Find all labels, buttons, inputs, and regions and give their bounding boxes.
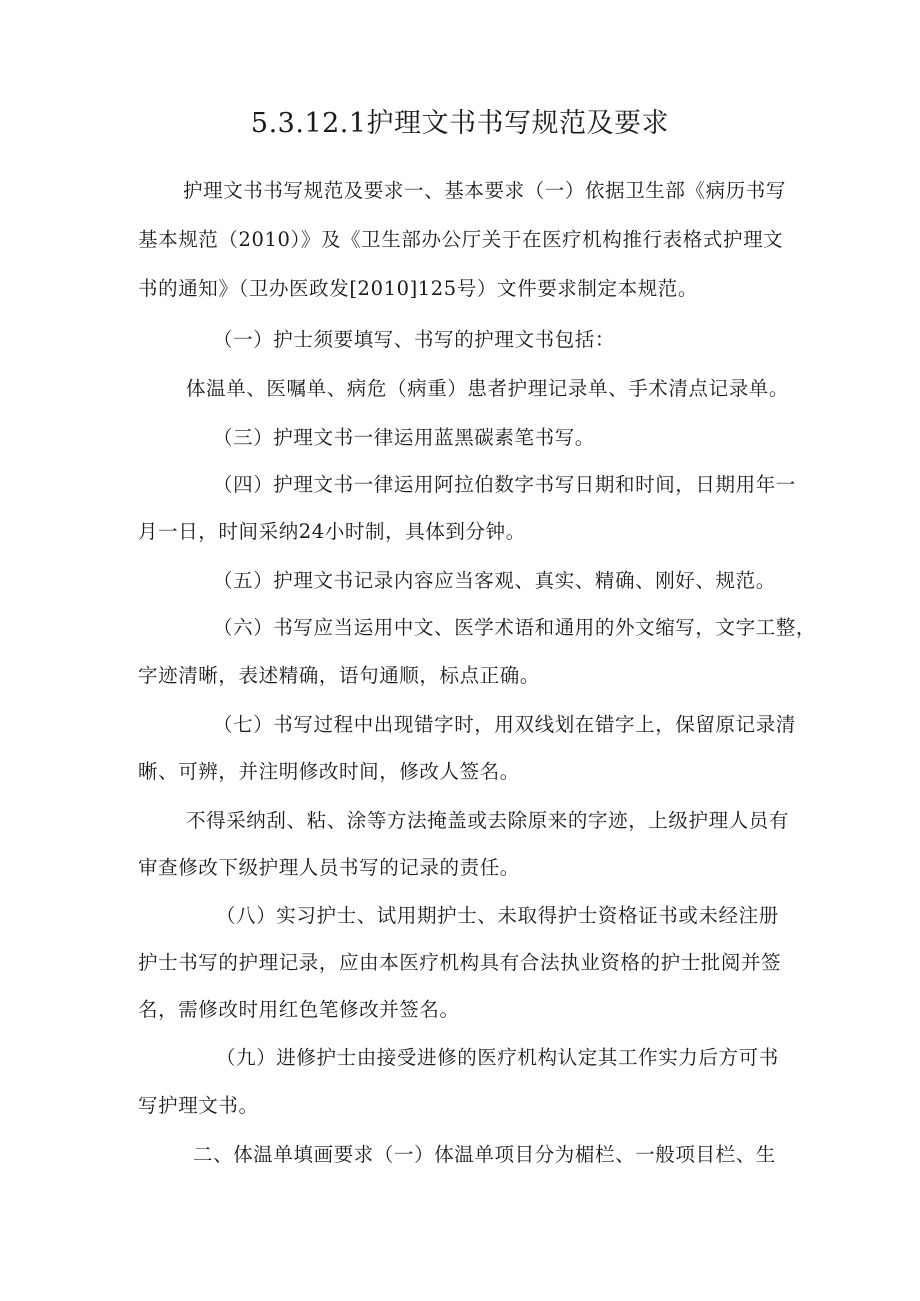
paragraph-line: 写护理文书。 [138, 1094, 259, 1117]
paragraph-line: 晰、可辨，并注明修改时间，修改人签名。 [138, 760, 520, 783]
paragraph-line: 月一日，时间采纳24小时制，具体到分钟。 [138, 520, 526, 543]
document-title: 5.3.12.1护理文书书写规范及要求 [250, 108, 670, 139]
paragraph-line: （四）护理文书一律运用阿拉伯数字书写日期和时间，日期用年一 [213, 473, 796, 496]
paragraph-line: （九）进修护士由接受进修的医疗机构认定其工作实力后方可书 [216, 1046, 779, 1069]
paragraph-line: 护士书写的护理记录，应由本医疗机构具有合法执业资格的护士批阅并签 [138, 951, 782, 974]
paragraph-line: 字迹清晰，表述精确，语句通顺，标点正确。 [138, 664, 541, 687]
paragraph-line: 书的通知》（卫办医政发[2010]125号）文件要求制定本规范。 [138, 277, 699, 300]
paragraph-line: （三）护理文书一律运用蓝黑碳素笔书写。 [213, 426, 595, 449]
paragraph-line: 二、体温单填画要求（一）体温单项目分为楣栏、一般项目栏、生 [193, 1143, 776, 1166]
paragraph-line: 基本规范（2010）》及《卫生部办公厅关于在医疗机构推行表格式护理文 [138, 228, 784, 251]
paragraph-line: （五）护理文书记录内容应当客观、真实、精确、刚好、规范。 [213, 569, 776, 592]
paragraph-line: （一）护士须要填写、书写的护理文书包括： [213, 328, 616, 351]
paragraph-line: （八）实习护士、试用期护士、未取得护士资格证书或未经注册 [216, 904, 779, 927]
paragraph-line: 不得采纳刮、粘、涂等方法掩盖或去除原来的字迹，上级护理人员有 [186, 809, 790, 832]
paragraph-line: 体温单、医嘱单、病危（病重）患者护理记录单、手术清点记录单。 [186, 377, 790, 400]
paragraph-line: 护理文书书写规范及要求一、基本要求（一）依据卫生部《病历书写 [183, 179, 787, 202]
paragraph-line: （七）书写过程中出现错字时，用双线划在错字上，保留原记录清 [213, 713, 796, 736]
paragraph-line: 名，需修改时用红色笔修改并签名。 [138, 998, 460, 1021]
paragraph-line: 审查修改下级护理人员书写的记录的责任。 [138, 856, 520, 879]
paragraph-line: （六）书写应当运用中文、医学术语和通用的外文缩写，文字工整， [213, 616, 817, 639]
